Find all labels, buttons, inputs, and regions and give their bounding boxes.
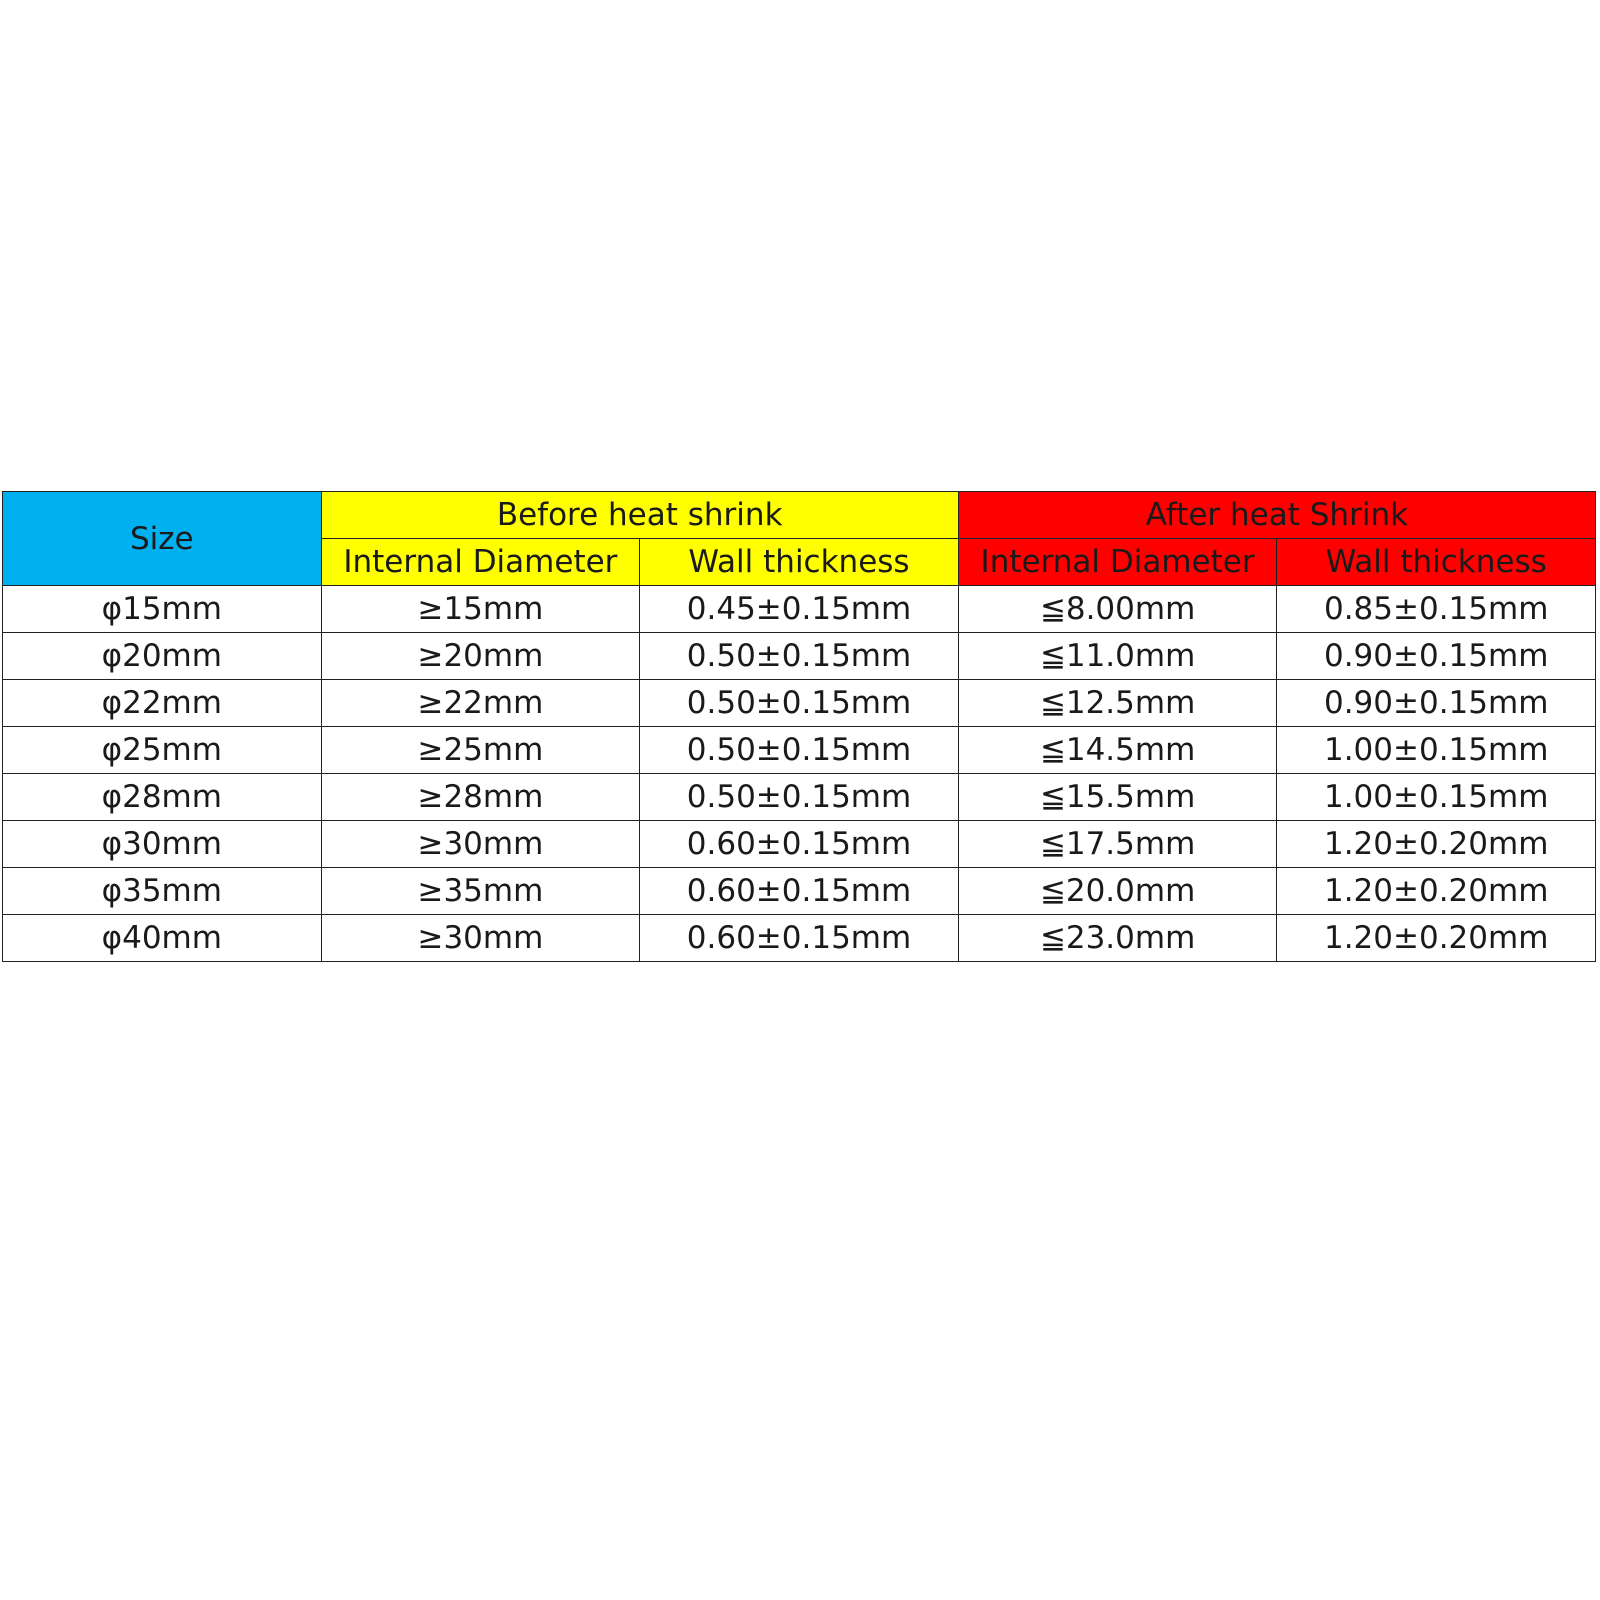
cell-after-wall-thickness: 1.00±0.15mm xyxy=(1277,727,1596,774)
table-row xyxy=(3,868,1596,915)
header-size: Size xyxy=(3,492,322,586)
cell-before-wall-thickness: 0.50±0.15mm xyxy=(640,727,959,774)
cell-after-internal-diameter: ≦8.00mm xyxy=(958,586,1277,633)
cell-after-wall-thickness: 0.90±0.15mm xyxy=(1277,680,1596,727)
cell-size: φ15mm xyxy=(3,586,322,633)
table-row xyxy=(3,915,1596,962)
header-after-heat-shrink: After heat Shrink xyxy=(958,492,1595,539)
spec-table xyxy=(2,491,1596,962)
header-row-groups xyxy=(3,492,1596,539)
cell-after-internal-diameter: ≦12.5mm xyxy=(958,680,1277,727)
cell-after-internal-diameter: ≦15.5mm xyxy=(958,774,1277,821)
cell-before-internal-diameter: ≥30mm xyxy=(321,821,640,868)
header-after-internal-diameter: Internal Diameter xyxy=(958,539,1277,586)
cell-size: φ20mm xyxy=(3,633,322,680)
cell-after-wall-thickness: 1.20±0.20mm xyxy=(1277,915,1596,962)
cell-after-wall-thickness: 1.00±0.15mm xyxy=(1277,774,1596,821)
header-before-wall-thickness: Wall thickness xyxy=(640,539,959,586)
cell-after-internal-diameter: ≦23.0mm xyxy=(958,915,1277,962)
cell-after-wall-thickness: 0.90±0.15mm xyxy=(1277,633,1596,680)
cell-after-internal-diameter: ≦20.0mm xyxy=(958,868,1277,915)
cell-after-wall-thickness: 1.20±0.20mm xyxy=(1277,868,1596,915)
cell-size: φ40mm xyxy=(3,915,322,962)
header-before-internal-diameter: Internal Diameter xyxy=(321,539,640,586)
cell-before-internal-diameter: ≥35mm xyxy=(321,868,640,915)
cell-before-wall-thickness: 0.50±0.15mm xyxy=(640,633,959,680)
cell-before-internal-diameter: ≥25mm xyxy=(321,727,640,774)
cell-before-wall-thickness: 0.45±0.15mm xyxy=(640,586,959,633)
cell-size: φ25mm xyxy=(3,727,322,774)
cell-before-internal-diameter: ≥20mm xyxy=(321,633,640,680)
cell-before-internal-diameter: ≥30mm xyxy=(321,915,640,962)
table-row xyxy=(3,727,1596,774)
cell-before-wall-thickness: 0.50±0.15mm xyxy=(640,774,959,821)
table-row xyxy=(3,821,1596,868)
cell-size: φ30mm xyxy=(3,821,322,868)
table-row xyxy=(3,680,1596,727)
table-row xyxy=(3,586,1596,633)
cell-before-internal-diameter: ≥28mm xyxy=(321,774,640,821)
header-after-wall-thickness: Wall thickness xyxy=(1277,539,1596,586)
cell-before-wall-thickness: 0.60±0.15mm xyxy=(640,915,959,962)
cell-size: φ35mm xyxy=(3,868,322,915)
table-row xyxy=(3,633,1596,680)
header-before-heat-shrink: Before heat shrink xyxy=(321,492,958,539)
cell-after-wall-thickness: 1.20±0.20mm xyxy=(1277,821,1596,868)
cell-after-internal-diameter: ≦14.5mm xyxy=(958,727,1277,774)
cell-size: φ22mm xyxy=(3,680,322,727)
cell-after-internal-diameter: ≦11.0mm xyxy=(958,633,1277,680)
cell-before-internal-diameter: ≥15mm xyxy=(321,586,640,633)
table-row xyxy=(3,774,1596,821)
cell-before-wall-thickness: 0.60±0.15mm xyxy=(640,821,959,868)
cell-after-internal-diameter: ≦17.5mm xyxy=(958,821,1277,868)
cell-before-internal-diameter: ≥22mm xyxy=(321,680,640,727)
cell-before-wall-thickness: 0.60±0.15mm xyxy=(640,868,959,915)
cell-size: φ28mm xyxy=(3,774,322,821)
cell-after-wall-thickness: 0.85±0.15mm xyxy=(1277,586,1596,633)
cell-before-wall-thickness: 0.50±0.15mm xyxy=(640,680,959,727)
